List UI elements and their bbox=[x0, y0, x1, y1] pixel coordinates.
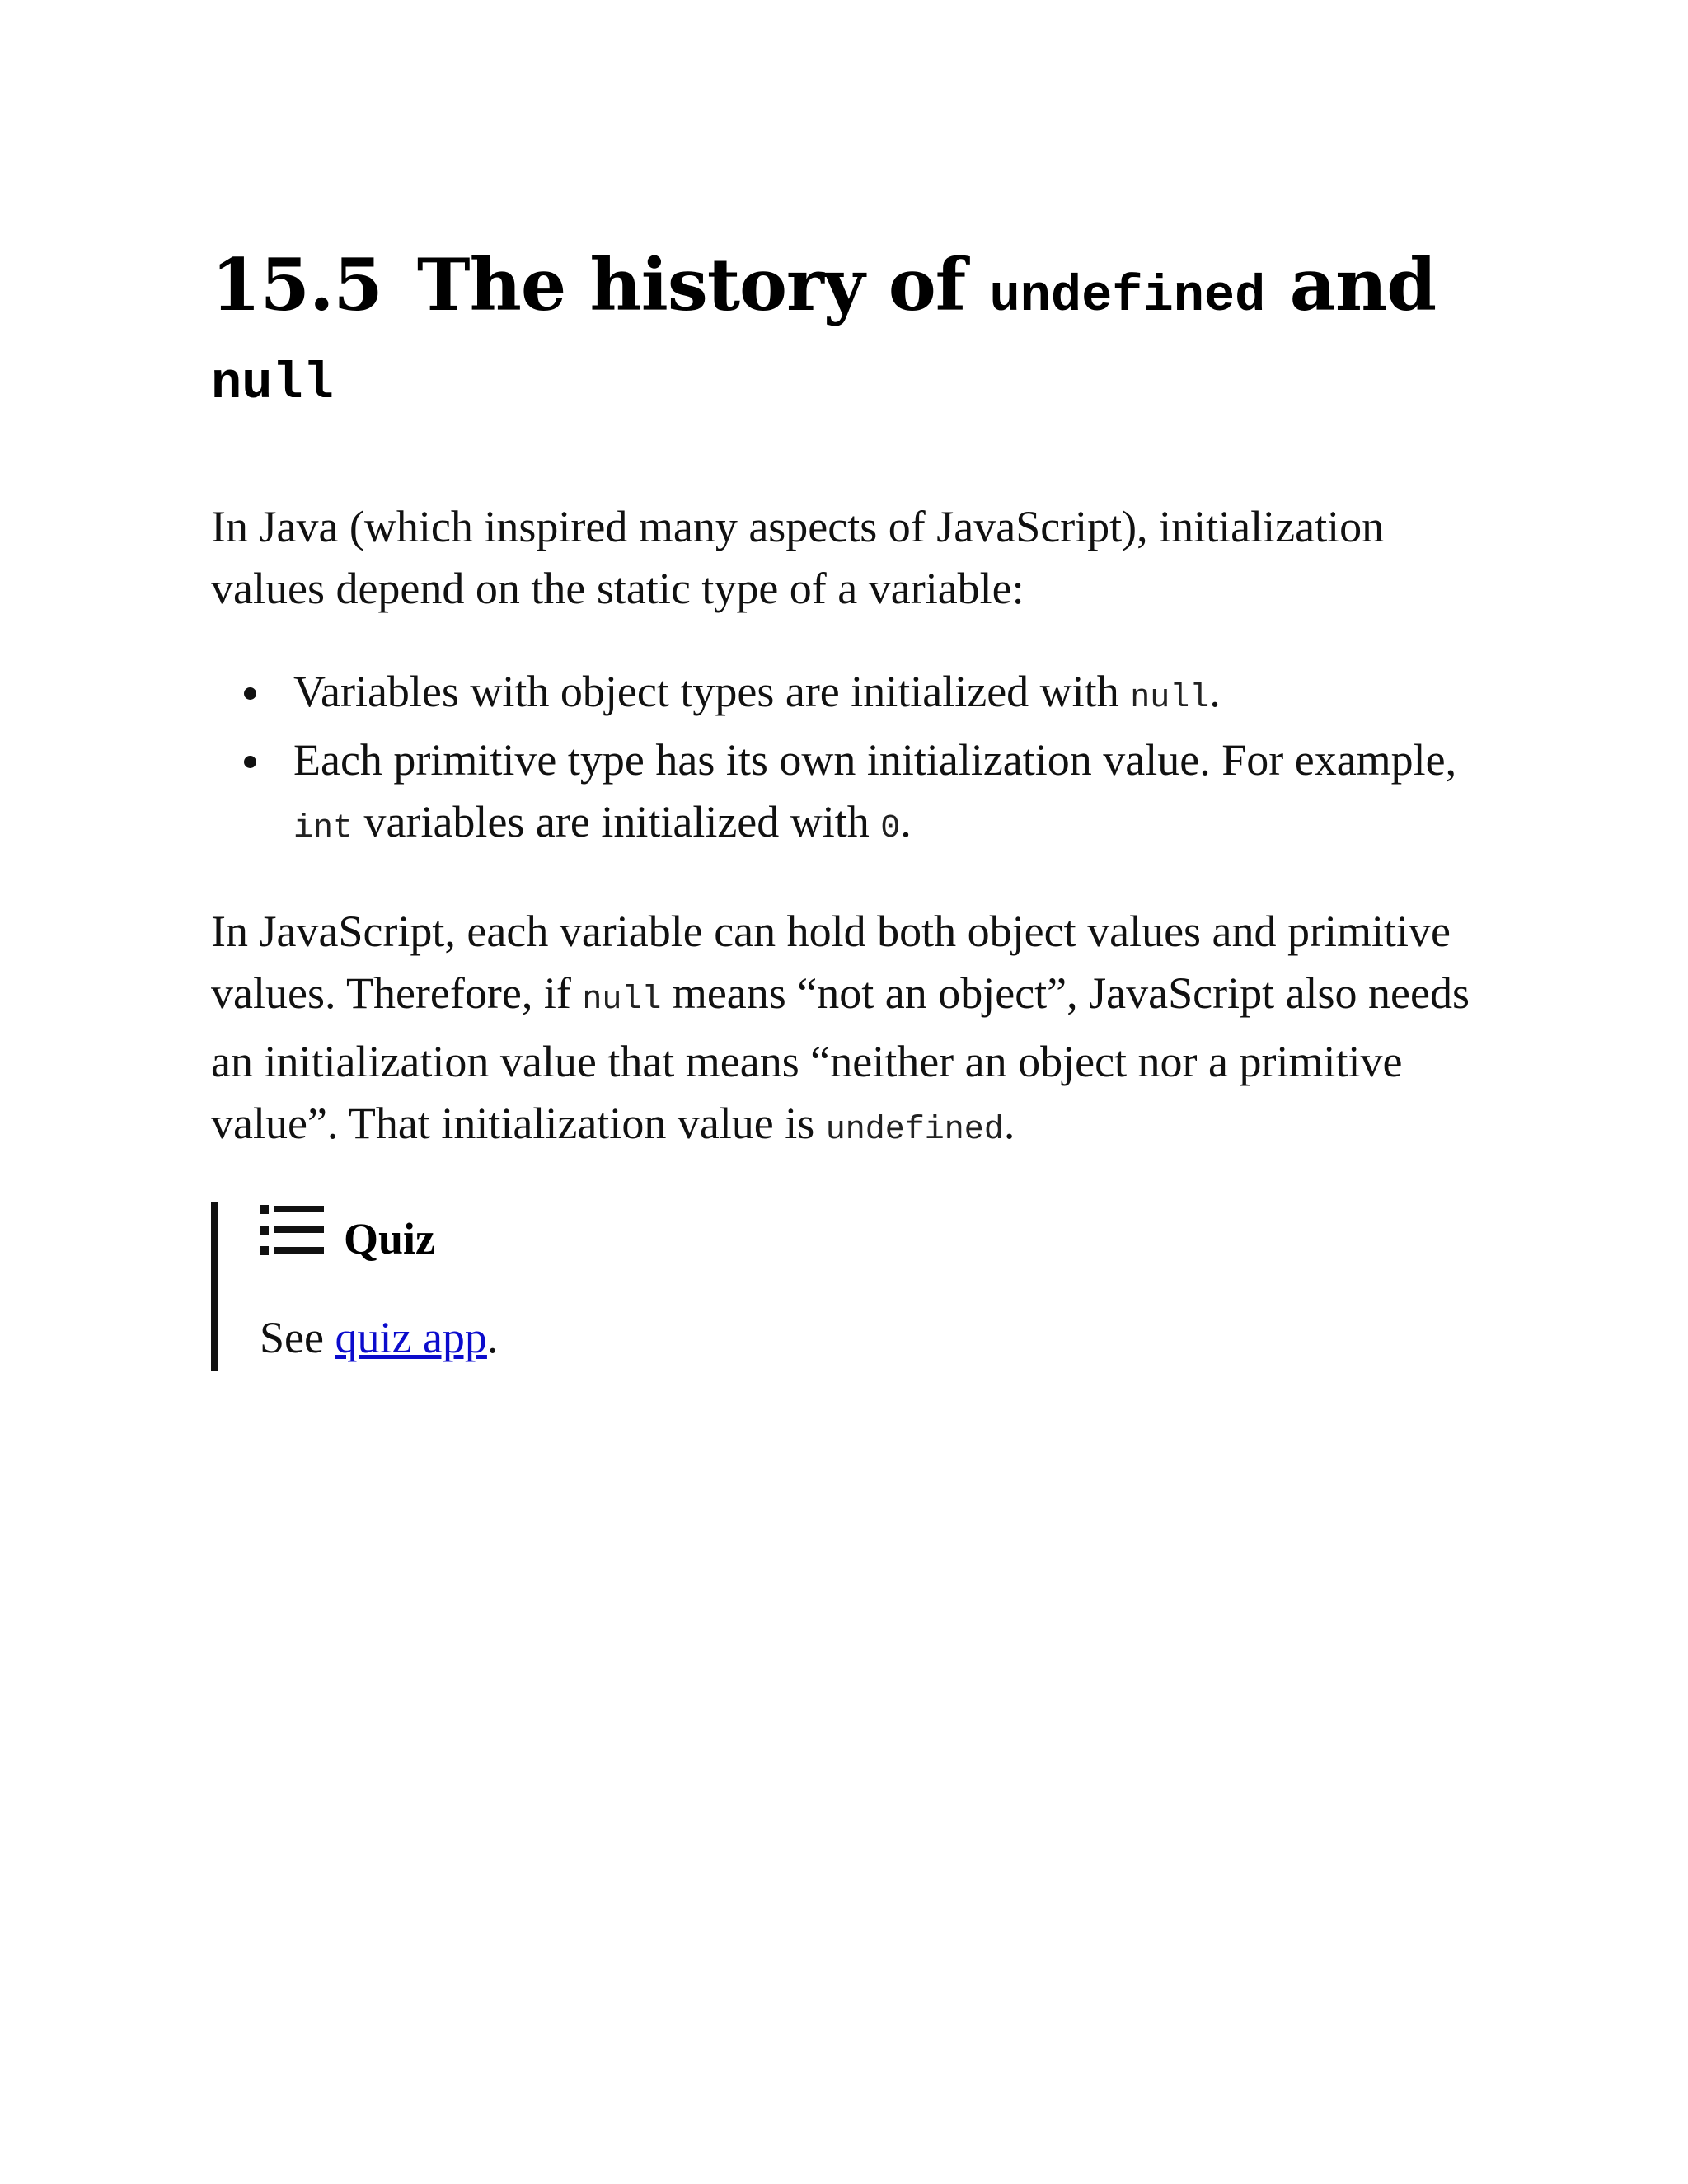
bullet-text: variables are initialized with bbox=[353, 797, 881, 846]
bullet-text: . bbox=[900, 797, 912, 846]
heading-text-mid: and bbox=[1289, 242, 1437, 327]
inline-code: 0 bbox=[880, 810, 901, 847]
section-heading bbox=[211, 242, 1480, 422]
heading-text-pre: The history of bbox=[416, 242, 966, 327]
inline-code: undefined bbox=[825, 1112, 1004, 1149]
quiz-header bbox=[260, 1204, 1480, 1274]
quiz-app-link[interactable]: quiz app bbox=[335, 1313, 487, 1362]
list-item bbox=[293, 729, 1480, 860]
quiz-text-pre: See bbox=[260, 1313, 335, 1362]
quiz-text-post: . bbox=[486, 1313, 499, 1362]
quiz-text bbox=[260, 1307, 1480, 1369]
paragraph-text: means “not an object”, JavaScript also needs an initialization value that means “neither an object nor a primitive value”. That initialization value is bbox=[211, 968, 1470, 1148]
quiz-title: Quiz bbox=[344, 1214, 436, 1263]
paragraph-text: In JavaScript, each variable can hold both object values and primitive values. Therefore, if bbox=[211, 907, 1451, 1018]
paragraph-text: . bbox=[1003, 1099, 1015, 1148]
inline-code: null bbox=[582, 982, 662, 1019]
section-number: 15.5 bbox=[211, 242, 382, 327]
list-item bbox=[293, 661, 1480, 729]
inline-code: int bbox=[293, 810, 354, 847]
intro-paragraph: In Java (which inspired many aspects of JavaScript), initialization values depend on the static type of a variable: bbox=[211, 502, 1385, 613]
bullet-text: Variables with object types are initialized with bbox=[293, 667, 1131, 716]
javascript-paragraph bbox=[211, 901, 1480, 1161]
heading-code-undefined: undefined bbox=[989, 267, 1266, 326]
bullet-text: Each primitive type has its own initialization value. For example, bbox=[293, 735, 1457, 785]
bullet-list bbox=[211, 661, 1480, 860]
quiz-callout bbox=[211, 1202, 1480, 1371]
page-content bbox=[211, 242, 1480, 1371]
bullet-text: . bbox=[1209, 667, 1221, 716]
heading-code-null: null bbox=[211, 354, 334, 413]
inline-code: null bbox=[1130, 680, 1210, 717]
list-icon bbox=[260, 1205, 324, 1256]
